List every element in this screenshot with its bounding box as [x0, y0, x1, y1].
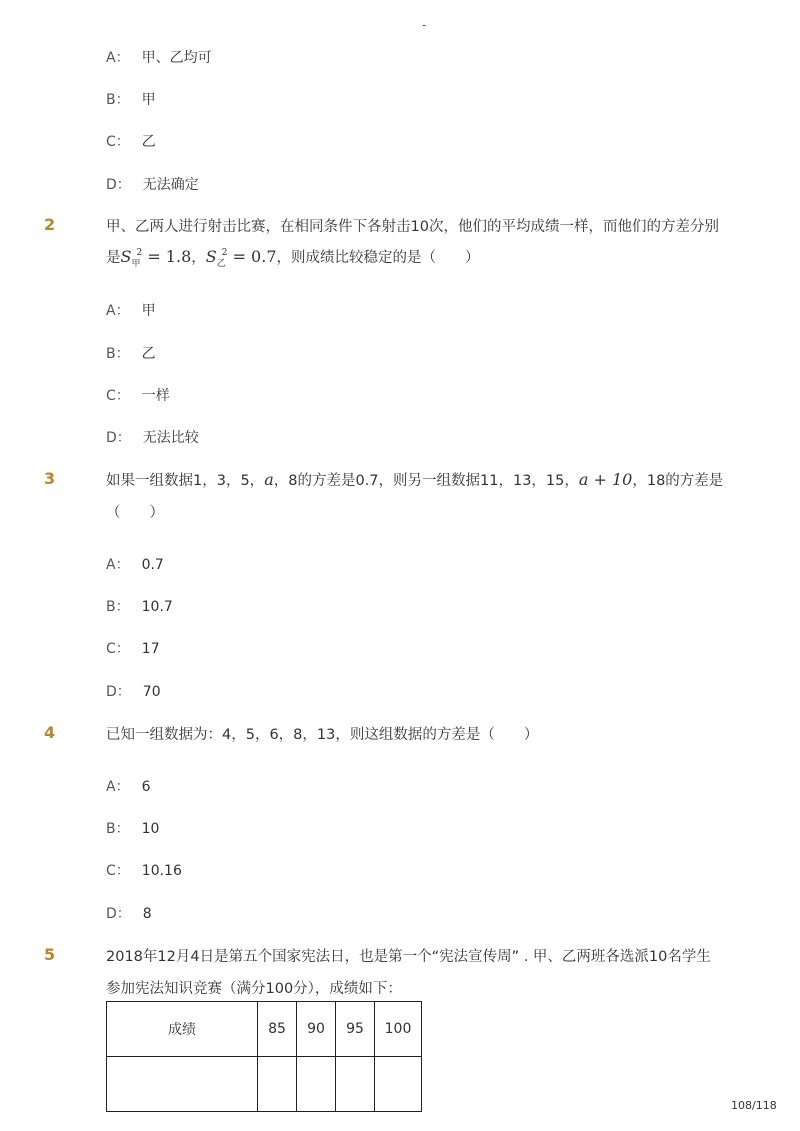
option-text: 甲、乙均可	[141, 50, 212, 66]
page-number: 108/118	[731, 1099, 777, 1112]
q2-variance-a	[120, 247, 192, 269]
option-label: B：	[106, 346, 130, 362]
math-eq: = 0.7	[232, 247, 277, 266]
q5-stem-line1: 2018年12月4日是第五个国家宪法日，也是第一个“宪法宣传周” . 甲、乙两班各选派10名学生	[106, 949, 711, 965]
option-label: A：	[106, 50, 130, 66]
q4-option-c[interactable]	[106, 860, 182, 880]
option-text: 无法比较	[142, 430, 199, 446]
question-number-5: 5	[44, 945, 56, 964]
q2-stem-line1: 甲、乙两人进行射击比赛，在相同条件下各射击10次，他们的平均成绩一样，而他们的方差分别	[106, 219, 719, 235]
option-text: 10.16	[141, 863, 182, 879]
table-row	[107, 1057, 422, 1112]
option-label: B：	[106, 92, 130, 108]
table-header-cell: 85	[258, 1002, 297, 1057]
option-label: C：	[106, 863, 130, 879]
table-cell	[336, 1057, 375, 1112]
q3-text-c: ，18的方差是	[632, 473, 724, 489]
option-label: A：	[106, 779, 130, 795]
math-var: S	[120, 247, 132, 266]
q3-option-a[interactable]	[106, 554, 164, 574]
table-row	[107, 1002, 422, 1057]
q1-option-a[interactable]	[106, 47, 212, 67]
q2-option-a[interactable]	[106, 300, 156, 320]
option-label: B：	[106, 599, 130, 615]
header-mark: -	[422, 18, 427, 32]
option-label: A：	[106, 557, 130, 573]
option-text: 8	[142, 906, 152, 922]
table-header-cell: 90	[297, 1002, 336, 1057]
option-text: 10	[141, 821, 160, 837]
q2-option-d[interactable]	[106, 427, 199, 447]
math-sub: 甲	[131, 259, 141, 269]
q1-option-c[interactable]	[106, 131, 156, 151]
math-sup: 2	[221, 248, 228, 258]
option-text: 甲	[141, 303, 156, 319]
q4-stem-line1: 已知一组数据为：4，5，6，8，13，则这组数据的方差是（ ）	[106, 727, 539, 743]
table-cell	[375, 1057, 422, 1112]
option-text: 6	[141, 779, 151, 795]
option-label: B：	[106, 821, 130, 837]
q3-option-c[interactable]	[106, 638, 160, 658]
q5-stem-line2: 参加宪法知识竞赛（满分100分），成绩如下：	[106, 981, 402, 997]
option-label: C：	[106, 388, 130, 404]
table-cell	[297, 1057, 336, 1112]
q3-text-b: ，8的方差是0.7，则另一组数据11，13，15，	[273, 473, 579, 489]
q3-option-b[interactable]	[106, 596, 173, 616]
table-cell	[107, 1057, 258, 1112]
question-number-2: 2	[44, 215, 56, 234]
q2-option-c[interactable]	[106, 385, 170, 405]
q3-stem-line1	[106, 469, 723, 490]
option-label: C：	[106, 641, 130, 657]
q2-option-b[interactable]	[106, 343, 156, 363]
q4-option-b[interactable]	[106, 818, 159, 838]
option-label: D：	[106, 906, 131, 922]
option-label: D：	[106, 430, 131, 446]
option-text: 70	[142, 684, 161, 700]
option-text: 甲	[141, 92, 156, 108]
table-header-cell: 100	[375, 1002, 422, 1057]
q2-sep: ，	[191, 250, 206, 266]
option-text: 乙	[141, 346, 156, 362]
math-sub: 乙	[216, 259, 226, 269]
q2-variance-b	[205, 247, 277, 269]
table-header-cell: 95	[336, 1002, 375, 1057]
q1-option-d[interactable]	[106, 174, 199, 194]
q2-suffix: ，则成绩比较稳定的是（ ）	[276, 250, 480, 266]
q4-option-d[interactable]	[106, 903, 152, 923]
q1-option-b[interactable]	[106, 89, 156, 109]
question-number-4: 4	[44, 723, 56, 742]
option-label: D：	[106, 177, 131, 193]
option-text: 0.7	[141, 557, 164, 573]
option-text: 10.7	[141, 599, 173, 615]
math-var: S	[205, 247, 217, 266]
q2-prefix: 是	[106, 250, 121, 266]
option-label: C：	[106, 134, 130, 150]
math-eq: = 1.8	[147, 247, 192, 266]
option-label: A：	[106, 303, 130, 319]
math-sup: 2	[136, 248, 143, 258]
option-text: 乙	[141, 134, 156, 150]
table-header-cell: 成绩	[107, 1002, 258, 1057]
table-cell	[258, 1057, 297, 1112]
q3-text-a: 如果一组数据1，3，5，	[106, 473, 265, 489]
q4-option-a[interactable]	[106, 776, 151, 796]
question-number-3: 3	[44, 469, 56, 488]
option-text: 17	[141, 641, 160, 657]
q3-expr: a + 10	[578, 470, 633, 489]
q3-option-d[interactable]	[106, 681, 161, 701]
q2-stem-line2	[106, 246, 480, 269]
option-text: 无法确定	[142, 177, 199, 193]
score-table	[106, 1001, 422, 1112]
q3-stem-line2: （ ）	[106, 505, 164, 521]
option-text: 一样	[141, 388, 170, 404]
option-label: D：	[106, 684, 131, 700]
q3-var-a: a	[264, 470, 274, 489]
